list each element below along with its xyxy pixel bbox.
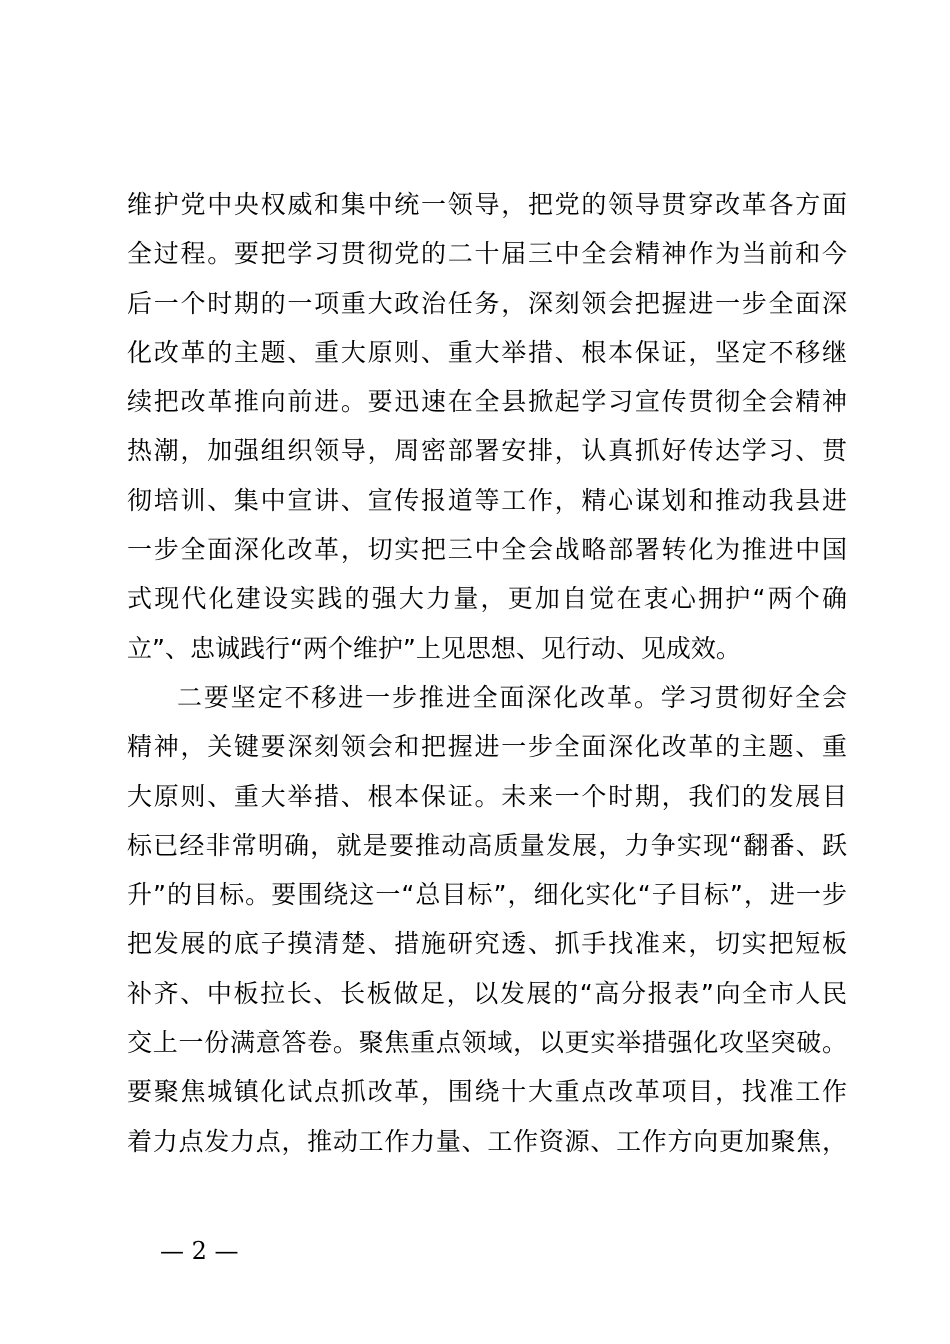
text-line: 续把改革推向前进。要迅速在全县掀起学习宣传贯彻全会精神 [127, 387, 847, 417]
text-line: 立”、忠诚践行“两个维护”上见思想、见行动、见成效。 [127, 633, 741, 663]
text-line: 大原则、重大举措、根本保证。未来一个时期，我们的发展目 [127, 781, 847, 811]
text-line: 彻培训、集中宣讲、宣传报道等工作，精心谋划和推动我县进 [127, 485, 847, 515]
page-number: — 2 — [160, 1237, 239, 1265]
text-line: 精神，关键要深刻领会和把握进一步全面深化改革的主题、重 [127, 732, 847, 762]
text-line: 要聚焦城镇化试点抓改革，围绕十大重点改革项目，找准工作 [127, 1077, 847, 1107]
text-line: 升”的目标。要围绕这一“总目标”，细化实化“子目标”，进一步 [127, 880, 847, 910]
text-line: 补齐、中板拉长、长板做足，以发展的“高分报表”向全市人民 [127, 978, 847, 1008]
text-line: 热潮，加强组织领导，周密部署安排，认真抓好传达学习、贯 [127, 436, 847, 466]
paragraph-2 [127, 673, 847, 1166]
document-body [127, 180, 847, 1166]
text-line: 式现代化建设实践的强大力量，更加自觉在衷心拥护“两个确 [127, 584, 847, 614]
text-line: 二要坚定不移进一步推进全面深化改革。学习贯彻好全会 [177, 682, 847, 712]
text-line: 后一个时期的一项重大政治任务，深刻领会把握进一步全面深 [127, 288, 847, 318]
text-line: 把发展的底子摸清楚、措施研究透、抓手找准来，切实把短板 [127, 929, 847, 959]
text-line: 化改革的主题、重大原则、重大举措、根本保证，坚定不移继 [127, 337, 847, 367]
text-line: 全过程。要把学习贯彻党的二十届三中全会精神作为当前和今 [127, 239, 847, 269]
text-line: 维护党中央权威和集中统一领导，把党的领导贯穿改革各方面 [127, 190, 847, 219]
text-line: 一步全面深化改革，切实把三中全会战略部署转化为推进中国 [127, 535, 847, 565]
text-line: 着力点发力点，推动工作力量、工作资源、工作方向更加聚焦， [127, 1126, 847, 1156]
text-line: 交上一份满意答卷。聚焦重点领域，以更实举措强化攻坚突破。 [127, 1028, 847, 1058]
text-line: 标已经非常明确，就是要推动高质量发展，力争实现“翻番、跃 [127, 830, 847, 860]
paragraph-1 [127, 180, 847, 673]
